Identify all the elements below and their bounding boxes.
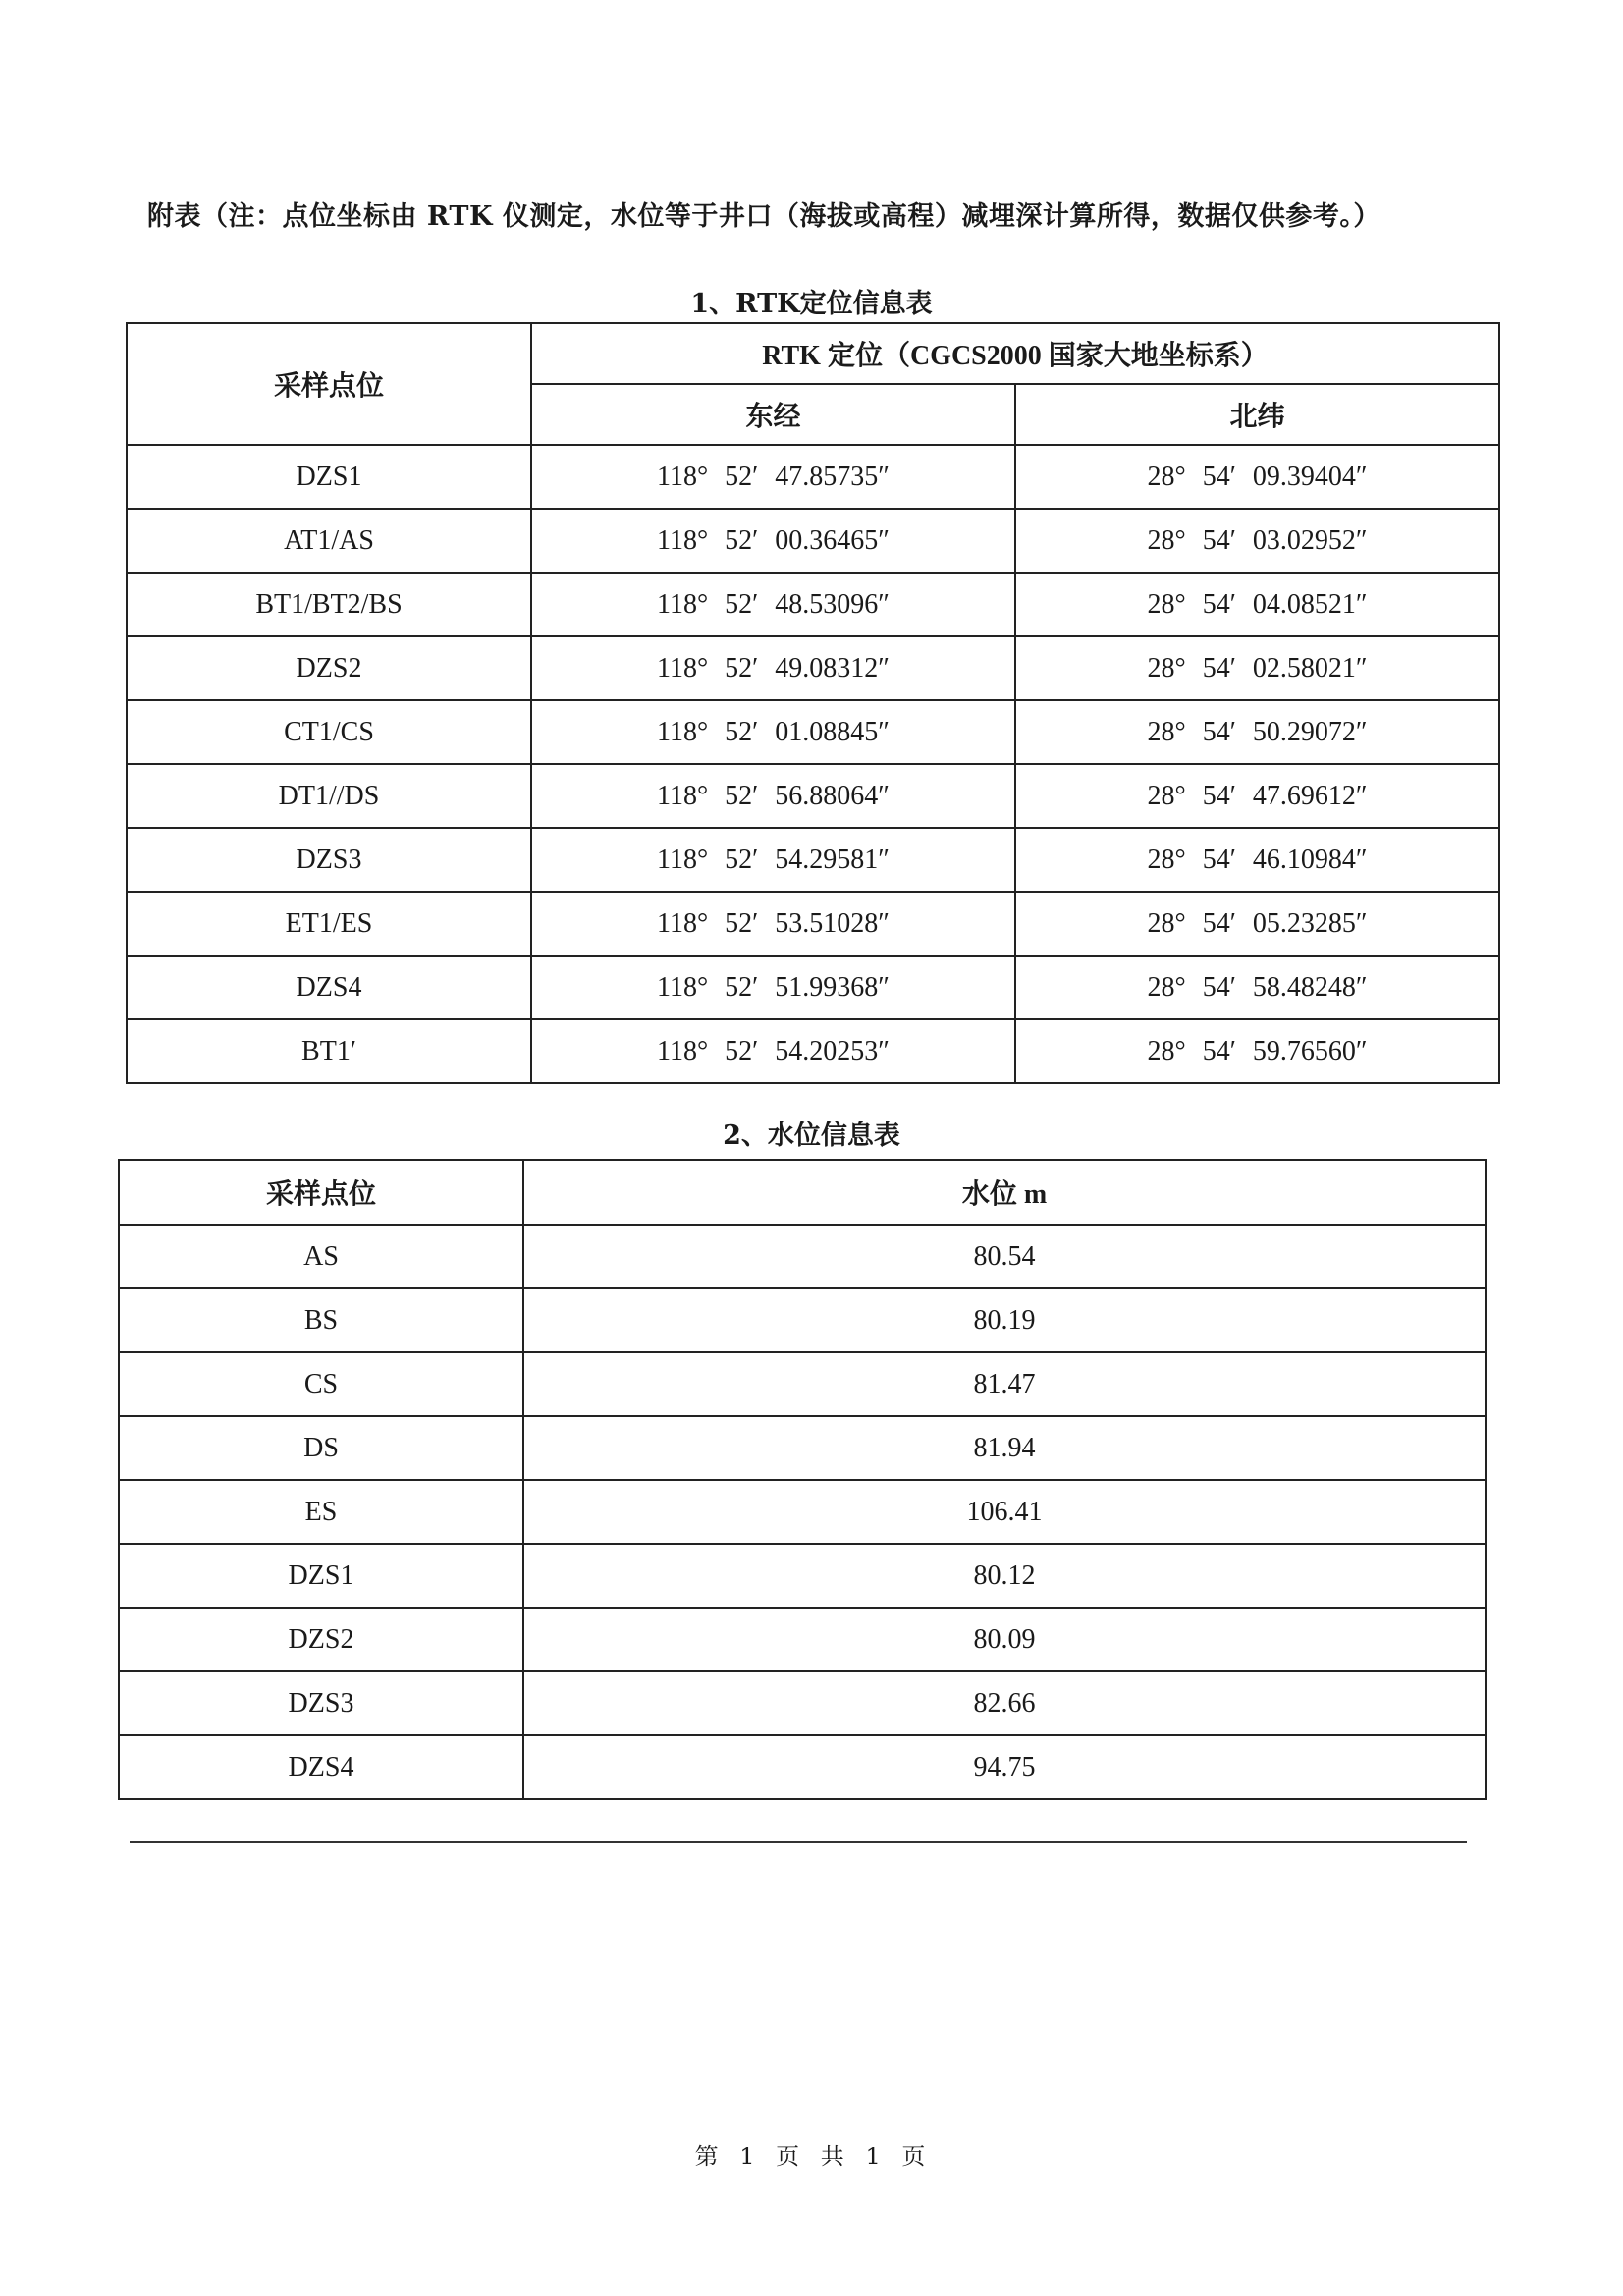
east-cell: 118° 52′ 49.08312″ [531,636,1015,700]
rtk-group-header: RTK 定位（CGCS2000 国家大地坐标系） [531,323,1499,384]
level-cell: 81.94 [523,1416,1486,1480]
east-cell: 118° 52′ 51.99368″ [531,956,1015,1019]
north-cell: 28° 54′ 50.29072″ [1015,700,1499,764]
point-cell: DZS4 [119,1735,523,1799]
point-cell: DT1//DS [127,764,531,828]
north-cell: 28° 54′ 47.69612″ [1015,764,1499,828]
table-row [127,636,1499,700]
point-cell: CS [119,1352,523,1416]
east-cell: 118° 52′ 01.08845″ [531,700,1015,764]
table-row [127,892,1499,956]
point-cell: ET1/ES [127,892,531,956]
point-cell: AS [119,1225,523,1288]
level-cell: 80.09 [523,1608,1486,1671]
point-cell: BT1/BT2/BS [127,573,531,636]
table-row [119,1416,1486,1480]
point-cell: DZS1 [127,445,531,509]
table-row [119,1671,1486,1735]
point-cell: DS [119,1416,523,1480]
table-row [119,1544,1486,1608]
north-cell: 28° 54′ 02.58021″ [1015,636,1499,700]
point-cell: CT1/CS [127,700,531,764]
east-cell: 118° 52′ 53.51028″ [531,892,1015,956]
east-cell: 118° 52′ 47.85735″ [531,445,1015,509]
point-cell: AT1/AS [127,509,531,573]
level-cell: 82.66 [523,1671,1486,1735]
table-row [119,1480,1486,1544]
level-cell: 80.19 [523,1288,1486,1352]
north-cell: 28° 54′ 09.39404″ [1015,445,1499,509]
table-row [127,573,1499,636]
east-cell: 118° 52′ 00.36465″ [531,509,1015,573]
north-cell: 28° 54′ 59.76560″ [1015,1019,1499,1083]
rtk-col-east-header: 东经 [531,384,1015,445]
north-cell: 28° 54′ 05.23285″ [1015,892,1499,956]
rtk-col-point-header: 采样点位 [127,323,531,445]
east-cell: 118° 52′ 54.29581″ [531,828,1015,892]
rtk-col-north-header: 北纬 [1015,384,1499,445]
page-footer: 第 1 页 共 1 页 [694,2143,929,2170]
north-cell: 28° 54′ 03.02952″ [1015,509,1499,573]
north-cell: 28° 54′ 04.08521″ [1015,573,1499,636]
level-cell: 106.41 [523,1480,1486,1544]
point-cell: DZS4 [127,956,531,1019]
level-cell: 81.47 [523,1352,1486,1416]
east-cell: 118° 52′ 54.20253″ [531,1019,1015,1083]
table-row [119,1352,1486,1416]
water-level-table [118,1159,1487,1800]
point-cell: ES [119,1480,523,1544]
rtk-table [126,322,1500,1084]
point-cell: DZS2 [127,636,531,700]
point-cell: DZS1 [119,1544,523,1608]
point-cell: BT1′ [127,1019,531,1083]
point-cell: DZS3 [127,828,531,892]
table-row [119,1608,1486,1671]
east-cell: 118° 52′ 48.53096″ [531,573,1015,636]
table-row [119,1735,1486,1799]
level-cell: 80.54 [523,1225,1486,1288]
table-row [127,445,1499,509]
point-cell: DZS2 [119,1608,523,1671]
north-cell: 28° 54′ 46.10984″ [1015,828,1499,892]
page-note: 附表（注：点位坐标由 RTK 仪测定，水位等于井口（海拔或高程）减埋深计算所得，数据仅供参考。） [147,201,1380,232]
table-row [127,956,1499,1019]
table-row [127,828,1499,892]
level-cell: 80.12 [523,1544,1486,1608]
table-row [127,1019,1499,1083]
horizontal-rule [130,1841,1467,1843]
water-table-caption: 2、水位信息表 [723,1121,900,1151]
level-cell: 94.75 [523,1735,1486,1799]
table-row [119,1288,1486,1352]
east-cell: 118° 52′ 56.88064″ [531,764,1015,828]
water-col-point-header: 采样点位 [119,1160,523,1225]
table-row [127,764,1499,828]
table-row [127,700,1499,764]
point-cell: DZS3 [119,1671,523,1735]
water-col-level-header: 水位 m [523,1160,1486,1225]
table-row [119,1225,1486,1288]
north-cell: 28° 54′ 58.48248″ [1015,956,1499,1019]
table-row [127,509,1499,573]
point-cell: BS [119,1288,523,1352]
rtk-table-caption: 1、RTK定位信息表 [690,289,933,319]
